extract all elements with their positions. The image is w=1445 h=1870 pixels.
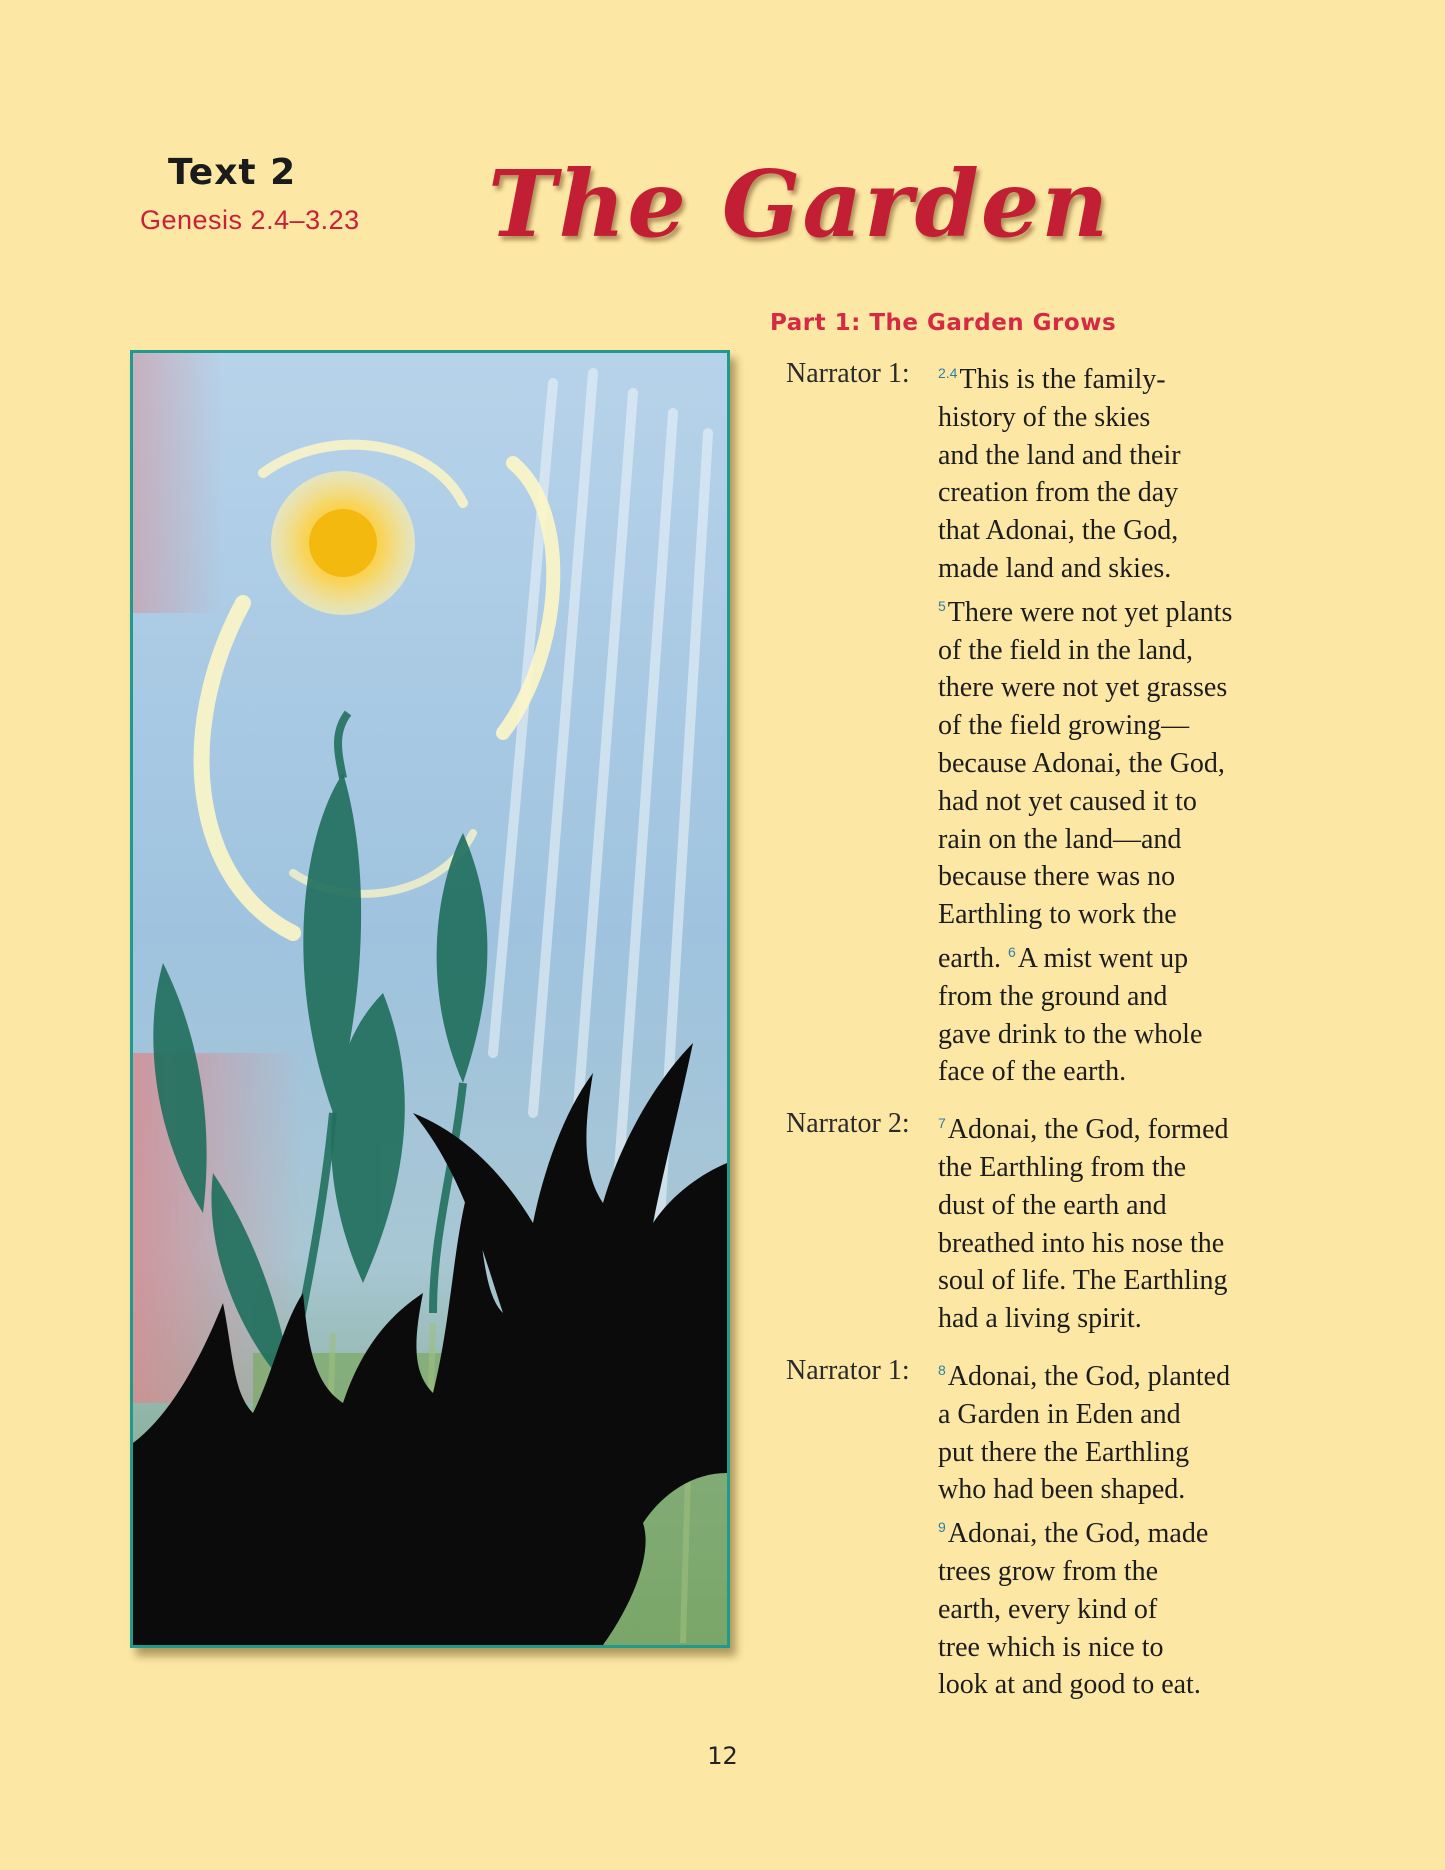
text-line: face of the earth. [938, 1056, 1127, 1088]
garden-illustration-art [133, 353, 727, 1645]
verse-number: 2.4 [938, 365, 958, 381]
text-line: breathed into his nose the [938, 1227, 1225, 1259]
speech-block [786, 355, 1386, 1091]
text-header [140, 152, 360, 236]
speech-lines [938, 355, 1386, 1091]
text-line: tree which is nice to [938, 1631, 1164, 1663]
text-line: look at and good to eat. [938, 1669, 1201, 1701]
text-line: creation from the day [938, 477, 1179, 509]
speech-lines [938, 1352, 1386, 1704]
text-line: earth, every kind of [938, 1593, 1158, 1625]
text-line: $^5$There were not yet plants [938, 596, 1233, 628]
speaker-label: Narrator 1: [786, 358, 910, 389]
scripture-reference: Genesis 2.4–3.23 [140, 205, 360, 235]
text-line: Earthling to work the [938, 899, 1177, 931]
text-line: had not yet caused it to [938, 785, 1197, 817]
text-line: made land and skies. [938, 552, 1172, 584]
text-line: $^{2.4}$This is the family- [938, 364, 1166, 395]
speech-block [786, 1105, 1386, 1338]
page-title: The Garden [488, 150, 1111, 258]
text-line: $^8$Adonai, the God, planted [938, 1360, 1231, 1392]
text-number-label: Text 2 [168, 152, 297, 193]
text-line: a Garden in Eden and [938, 1398, 1181, 1430]
text-line: that Adonai, the God, [938, 515, 1179, 547]
text-line: put there the Earthling [938, 1436, 1190, 1468]
text-line: because there was no [938, 861, 1176, 893]
speech-lines [938, 1105, 1386, 1338]
text-line: had a living spirit. [938, 1303, 1142, 1335]
text-line: who had been shaped. [938, 1474, 1186, 1506]
text-line: of the field growing— [938, 710, 1190, 742]
garden-illustration [130, 350, 730, 1648]
text-line: rain on the land—and [938, 823, 1182, 855]
text-line: the Earthling from the [938, 1151, 1187, 1183]
speaker-label: Narrator 1: [786, 1354, 910, 1386]
text-line: because Adonai, the God, [938, 747, 1225, 779]
text-line: and the land and their [938, 439, 1181, 471]
part-heading: Part 1: The Garden Grows [770, 310, 1117, 336]
page-number: 12 [707, 1742, 738, 1770]
text-line: dust of the earth and [938, 1189, 1167, 1221]
speech-block [786, 1352, 1386, 1704]
script-text [786, 355, 1386, 1718]
speaker-label: Narrator 2: [786, 1108, 910, 1140]
verse-number: 7 [938, 1115, 946, 1132]
text-line: history of the skies [938, 401, 1151, 433]
text-line: gave drink to the whole [938, 1018, 1203, 1050]
text-line: from the ground and [938, 980, 1168, 1012]
text-line: soul of life. The Earthling [938, 1265, 1228, 1297]
verse-number: 8 [938, 1361, 946, 1378]
text-line: $^9$Adonai, the God, made [938, 1518, 1209, 1550]
verse-number: 6 [1007, 943, 1016, 960]
text-line: earth. $^6$A mist went up [938, 942, 1189, 974]
text-line: trees grow from the [938, 1555, 1159, 1587]
text-line: $^7$Adonai, the God, formed [938, 1114, 1229, 1146]
verse-number: 5 [938, 597, 946, 614]
text-line: there were not yet grasses [938, 672, 1228, 704]
verse-number: 9 [938, 1519, 946, 1536]
text-line: of the field in the land, [938, 634, 1194, 666]
